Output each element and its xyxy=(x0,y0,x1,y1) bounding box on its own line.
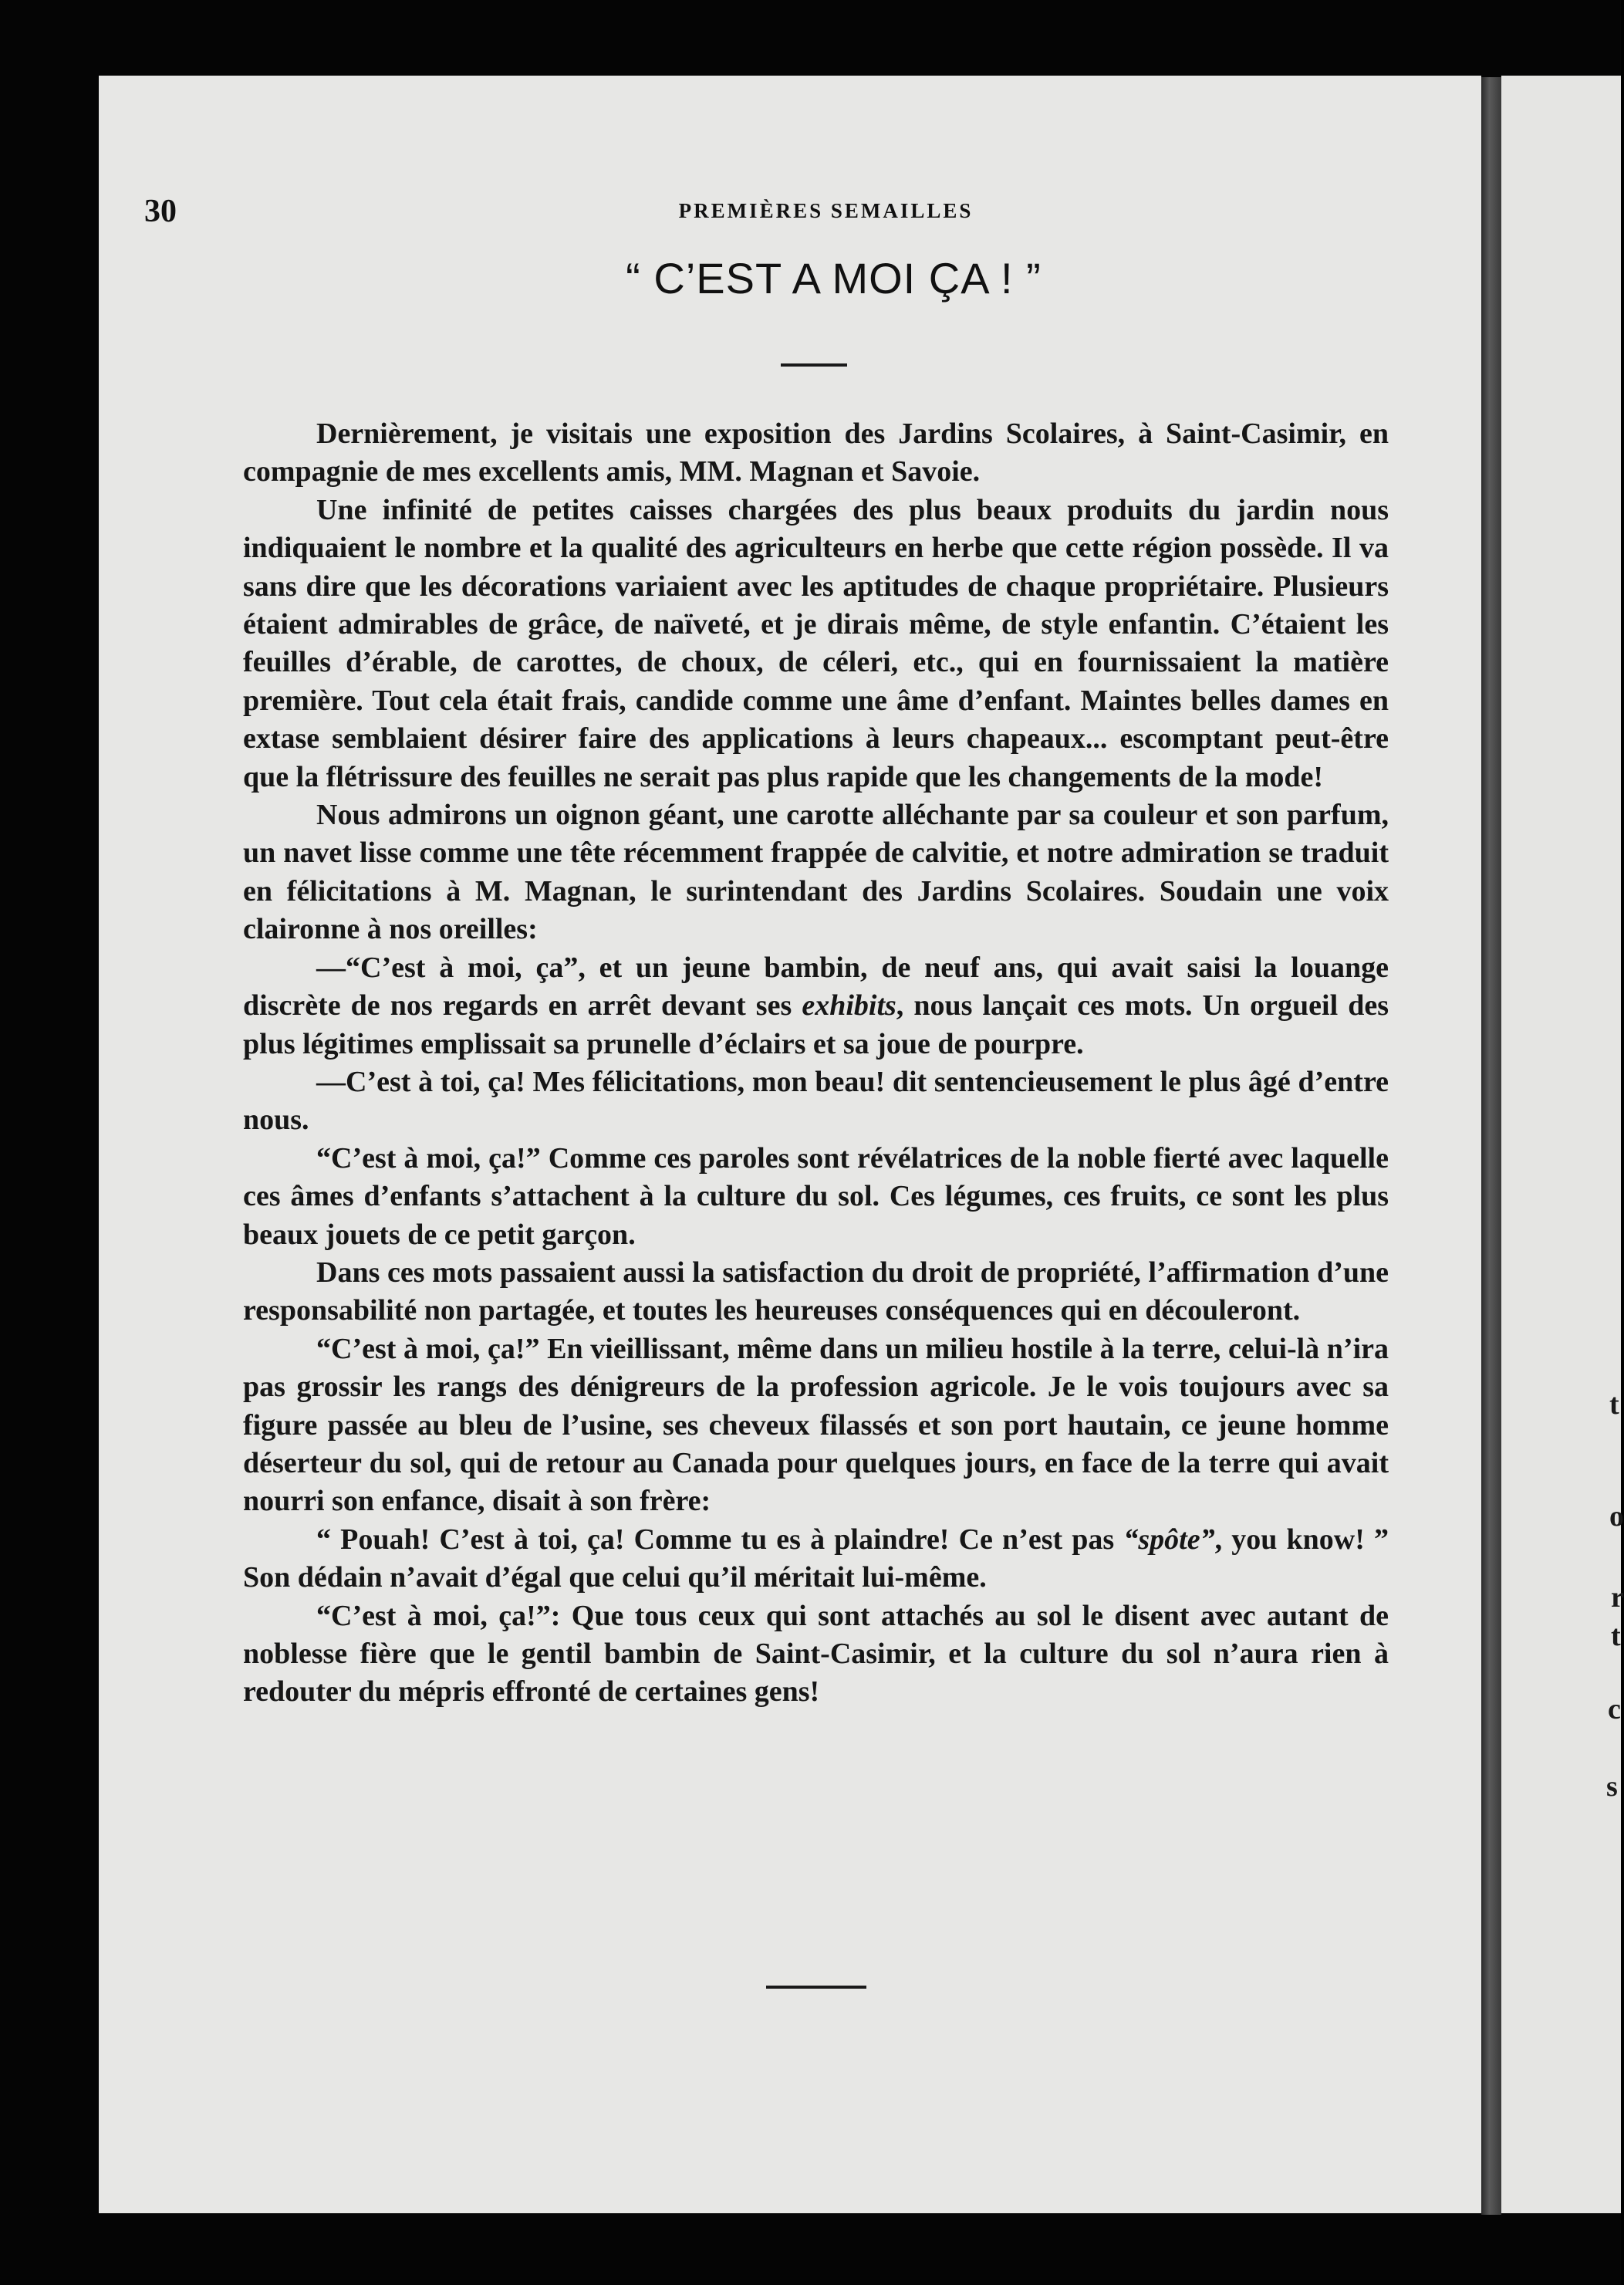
adjacent-page-fragment: t xyxy=(1609,1388,1619,1421)
article-body xyxy=(243,415,1389,1712)
paragraph: Dans ces mots passaient aussi la satisfaction du droit de propriété, l’affirmation d’une responsabilité non partagée, et toutes les heureuses conséquences qui en découleront. xyxy=(243,1256,1389,1327)
paragraph: —C’est à toi, ça! Mes félicitations, mon beau! dit sentencieusement le plus âgé d’entre nous. xyxy=(243,1065,1389,1137)
end-rule xyxy=(766,1986,866,1989)
paragraph: Une infinité de petites caisses chargées des plus beaux produits du jardin nous indiquaient le nombre et la qualité des agriculteurs en herbe que cette région possède. Il va sans dire que les décorations variaient avec les aptitudes de chaque propriétaire. Plusieurs étaient admirables de grâce, de naïveté, et je dirais même, de style enfantin. C’étaient les feuilles d’érable, de carottes, de choux, de céleri, etc., qui en fournissaient la matière première. Tout cela était frais, candide comme une âme d’enfant. Maintes belles dames en extase semblaient désirer faire des applications à leurs chapeaux... escomptant peut-être que la flétrissure des feuilles ne serait pas plus rapide que les changements de la mode! xyxy=(243,493,1389,793)
text-run: “ Pouah! C’est à toi, ça! Comme tu es à plaindre! Ce n’est pas xyxy=(316,1523,1124,1556)
text-run: , nous lançait ces mots. Un orgueil des plus légitimes emplissait sa prunelle d’éclairs et sa joue de pourpre. xyxy=(243,989,1389,1060)
paragraph: “C’est à moi, ça!” Comme ces paroles sont révélatrices de la noble fierté avec laquelle ces âmes d’enfants s’attachent à la culture du sol. Ces légumes, ces fruits, ce sont les plus beaux jouets de ce petit garçon. xyxy=(243,1141,1389,1251)
paragraph xyxy=(243,1521,1389,1597)
italic-word: exhibits xyxy=(802,989,896,1023)
italic-word: “spôte” xyxy=(1123,1523,1215,1556)
adjacent-page-edge xyxy=(1501,76,1624,2213)
title-rule xyxy=(781,363,847,367)
paragraph: Nous admirons un oignon géant, une carotte alléchante par sa couleur et son parfum, un navet lisse comme une tête récemment frappée de calvitie, et notre admiration se traduit en félicitations à M. Magnan, le surintendant des Jardins Scolaires. Soudain une voix claironne à nos oreilles: xyxy=(243,799,1389,946)
text-run: , you know! ” Son dédain n’avait d’égal que celui qu’il méritait lui-même. xyxy=(243,1523,1389,1594)
adjacent-page-fragment: c xyxy=(1608,1693,1621,1726)
article-title: “ C’EST A MOI ÇA ! ” xyxy=(626,254,1042,303)
page-number: 30 xyxy=(144,194,177,229)
adjacent-page-fragment: r xyxy=(1611,1581,1624,1614)
paragraph: “C’est à moi, ça!” En vieillissant, même dans un milieu hostile à la terre, celui-là n’ira pas grossir les rangs des dénigreurs de la profession agricole. Je le vois toujours avec sa figure passée au bleu de l’usine, ses cheveux filassés et son port hautain, ce jeune homme déserteur du sol, qui de retour au Canada pour quelques jours, en face de la terre qui avait nourri son enfance, disait à son frère: xyxy=(243,1332,1389,1518)
text-run: —“C’est à moi, ça”, et un jeune bambin, de neuf ans, qui avait saisi la louange discrète de nos regards en arrêt devant ses xyxy=(243,951,1389,1023)
paragraph xyxy=(243,949,1389,1063)
adjacent-page-fragment: s xyxy=(1606,1770,1618,1803)
running-head: PREMIÈRES SEMAILLES xyxy=(678,199,974,222)
page-spine-shadow xyxy=(1481,77,1501,2215)
adjacent-page-fragment: t xyxy=(1611,1620,1621,1652)
paragraph: “C’est à moi, ça!”: Que tous ceux qui sont attachés au sol le disent avec autant de noblesse fière que le gentil bambin de Saint-Casimir, et la culture du sol n’aura rien à redouter du mépris effronté de certaines gens! xyxy=(243,1599,1389,1709)
adjacent-page-fragment: o xyxy=(1609,1500,1624,1533)
paragraph: Dernièrement, je visitais une exposition des Jardins Scolaires, à Saint-Casimir, en compagnie de mes excellents amis, MM. Magnan et Savoie. xyxy=(243,417,1389,488)
